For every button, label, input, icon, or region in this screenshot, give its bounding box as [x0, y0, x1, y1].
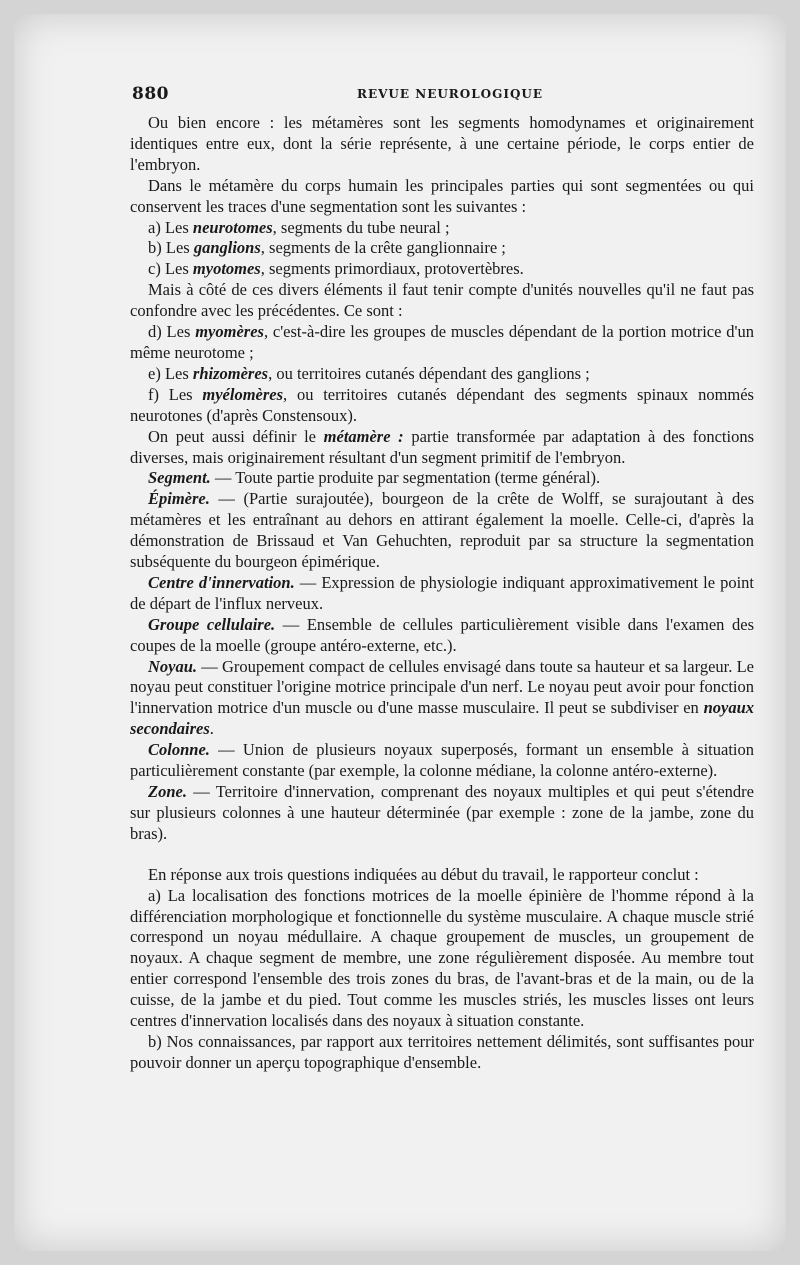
- running-title: REVUE NEUROLOGIQUE: [357, 87, 544, 101]
- paragraph: [130, 385, 754, 427]
- paragraph-text: — Expression de physiologie indiquant approximativement le point de départ de l'influx nerveux.: [130, 572, 754, 613]
- paragraph: [130, 176, 754, 218]
- paragraph-text: — Ensemble de cellules particulièrement visible dans l'examen des coupes de la moelle (groupe antéro-externe, etc.).: [130, 614, 754, 655]
- paragraph-text: En réponse aux trois questions indiquées au début du travail, le rapporteur conclut :: [148, 864, 699, 884]
- defined-term: Segment.: [148, 468, 211, 488]
- defined-term: neurotomes: [192, 217, 273, 237]
- paragraph: [130, 740, 754, 782]
- defined-term: noyaux secondaires: [130, 698, 754, 739]
- defined-term: Noyau.: [148, 656, 198, 676]
- defined-term: myomères: [195, 322, 264, 342]
- paragraph-lead: On peut aussi définir le: [148, 426, 324, 446]
- paragraph: [130, 238, 754, 259]
- paragraph-text: , segments primordiaux, protovertèbres.: [260, 259, 524, 279]
- paragraph-text: , c'est-à-dire les groupes de muscles dépendant de la portion motrice d'un même neurotome ;: [130, 322, 754, 362]
- paragraph: [130, 113, 754, 176]
- paragraph: [130, 657, 754, 741]
- defined-term: Groupe cellulaire.: [148, 614, 276, 634]
- paragraph-lead: b) Les: [148, 238, 194, 258]
- paragraph-lead: f) Les: [148, 384, 203, 404]
- paragraph: [130, 1032, 754, 1074]
- paragraph-text: Ou bien encore : les métamères sont les segments homodynames et originairement identiques entre eux, dont la série représente, à une certaine période, le corps entier de l'embryon.: [130, 113, 754, 174]
- document-page: [14, 14, 786, 1251]
- paragraph-text: — (Partie surajoutée), bourgeon de la crête de Wolff, se surajoutant à des métamères et les entraînant au dehors en attirant également la moelle. Celle-ci, d'après la démonstration de Brissaud et Van Gehuchten, reproduit par sa structure la segmentation subséquente du bourgeon épimérique.: [130, 489, 754, 572]
- defined-term: métamère :: [323, 426, 404, 446]
- paragraph: [130, 259, 754, 280]
- paragraph-text: , ou territoires cutanés dépendant des segments spinaux nommés neurotones (d'après Constensoux).: [130, 384, 754, 425]
- paragraph: [130, 364, 754, 385]
- defined-term: Épimère.: [148, 489, 210, 509]
- paragraph: [130, 218, 754, 239]
- paragraph: [130, 573, 754, 615]
- paragraph-text: , segments de la crête ganglionnaire ;: [260, 238, 506, 258]
- paragraph-lead: b): [148, 1031, 167, 1051]
- page-number: 880: [132, 84, 169, 104]
- defined-term: Colonne.: [148, 740, 210, 760]
- paragraph-lead: a): [148, 885, 168, 905]
- defined-term: Zone.: [148, 782, 187, 801]
- paragraph-text: — Groupement compact de cellules envisagé dans toute sa hauteur et sa largeur. Le noyau peut constituer l'origine motrice principale d'un nerf. Le noyau peut avoir pour fonction l'innervation motrice d'un muscle ou d'une masse musculaire. Il peut se subdiviser en: [130, 656, 754, 718]
- paragraph: [130, 782, 754, 845]
- paragraph-text: Mais à côté de ces divers éléments il faut tenir compte d'unités nouvelles qu'il ne faut pas confondre avec les précédentes. Ce sont :: [130, 280, 754, 321]
- paragraph: [130, 489, 754, 573]
- paragraph-text: Dans le métamère du corps humain les principales parties qui sont segmentées ou qui conservent les traces d'une segmentation sont les suivantes :: [130, 175, 754, 216]
- paragraph-text: , segments du tube neural ;: [272, 217, 450, 237]
- paragraph: [130, 468, 754, 489]
- paragraph-text: partie transformée par adaptation à des fonctions diverses, mais originairement résultant d'un segment primitif de l'embryon.: [130, 426, 755, 467]
- paragraph-lead: e) Les: [148, 363, 193, 383]
- paragraph: [130, 322, 754, 364]
- paragraph-text: .: [209, 719, 214, 739]
- defined-term: myotomes: [192, 259, 261, 279]
- paragraph: [130, 280, 754, 322]
- page-header: [132, 84, 752, 104]
- paragraph: [130, 886, 754, 1032]
- paragraph-text: La localisation des fonctions motrices de la moelle épinière de l'homme répond à la différenciation morphologique et fonctionnelle du système musculaire. A chaque muscle strié correspond un noyau médullaire. A chaque groupement de muscles, un groupement de noyaux. A chaque segment de membre, une zone régulièrement disposée. Au membre tout entier correspond l'ensemble des trois zones du bras, de l'avant-bras et de la main, ou de la cuisse, de la jambe et du pied. Tout comme les muscles striés, les muscles lisses ont leurs centres d'innervation localisés dans des noyaux à situation constante.: [130, 885, 754, 1031]
- paragraph-text: Nos connaissances, par rapport aux territoires nettement délimités, sont suffisantes pour pouvoir donner un aperçu topographique d'ensemble.: [130, 1031, 755, 1072]
- body-text: [130, 113, 754, 1074]
- paragraph: [130, 615, 754, 657]
- defined-term: rhizomères: [192, 363, 269, 383]
- paragraph-lead: d) Les: [148, 322, 196, 342]
- paragraph: [130, 427, 754, 469]
- paragraph-text: , ou territoires cutanés dépendant des ganglions ;: [268, 363, 590, 383]
- paragraph-text: — Toute partie produite par segmentation (terme général).: [210, 468, 601, 488]
- paragraph-gap: [130, 845, 754, 865]
- paragraph: [130, 865, 754, 886]
- defined-term: myélomères: [202, 384, 284, 404]
- paragraph-text: — Territoire d'innervation, comprenant des noyaux multiples et qui peut s'étendre sur plusieurs colonnes à une hauteur déterminée (par exemple : zone de la jambe, zone du bras).: [130, 782, 754, 843]
- paragraph-lead: c) Les: [148, 259, 193, 279]
- defined-term: ganglions: [193, 238, 261, 258]
- paragraph-text: — Union de plusieurs noyaux superposés, formant un ensemble à situation particulièrement constante (par exemple, la colonne médiane, la colonne antéro-externe).: [130, 740, 754, 781]
- paragraph-lead: a) Les: [148, 217, 193, 237]
- defined-term: Centre d'innervation.: [148, 572, 295, 592]
